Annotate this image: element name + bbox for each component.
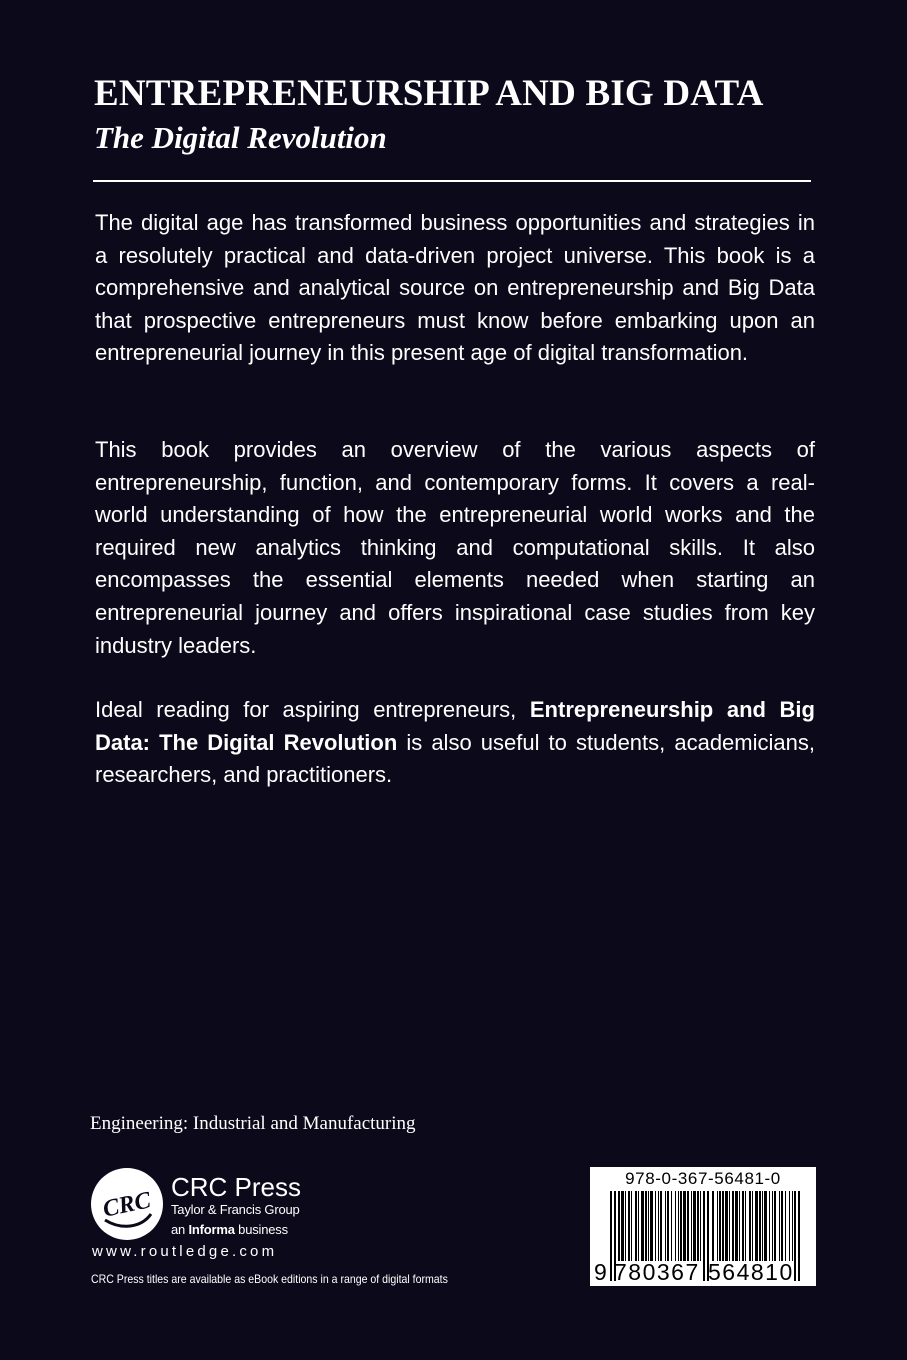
- barcode-bar: [759, 1191, 761, 1261]
- barcode-bar: [621, 1191, 624, 1261]
- barcode-bar: [792, 1191, 793, 1261]
- book-title-inline: Entrepreneurship and Big Data: The Digital Revolution: [95, 697, 815, 755]
- crc-logo-mark-icon: [91, 1168, 163, 1240]
- crc-logo: [91, 1168, 163, 1240]
- publisher-parent: [171, 1222, 288, 1237]
- barcode-bar: [667, 1191, 669, 1261]
- description-paragraph-1: The digital age has transformed business opportunities and strategies in a resolutely practical and data-driven project universe. This book is a comprehensive and analytical source on entrepreneurship and Big Data that prospective entrepreneurs must know before embarking upon an entrepreneurial journey in this present age of digital transformation.: [95, 210, 815, 366]
- barcode-bar: [739, 1191, 740, 1261]
- title-divider: [93, 180, 811, 182]
- barcode-bar: [671, 1191, 672, 1261]
- barcode-bar: [764, 1191, 767, 1261]
- publisher-name: CRC Press: [171, 1172, 302, 1202]
- barcode-bar: [729, 1191, 730, 1261]
- barcode-bar: [618, 1191, 620, 1261]
- book-title: ENTREPRENEURSHIP AND BIG DATA: [94, 73, 764, 114]
- barcode-bar: [717, 1191, 718, 1261]
- barcode-guard-bar: [798, 1191, 800, 1281]
- barcode-digit-first: 9: [594, 1259, 607, 1285]
- barcode-bar: [658, 1191, 659, 1261]
- barcode-bar: [628, 1191, 630, 1261]
- barcode-bar: [755, 1191, 758, 1261]
- barcode-bar: [735, 1191, 738, 1261]
- barcode-bar: [660, 1191, 662, 1261]
- ebook-availability-note: CRC Press titles are available as eBook editions in a range of digital formats: [91, 1272, 448, 1286]
- paragraph-3-intro: Ideal reading for aspiring entrepreneurs,: [95, 697, 530, 722]
- barcode-bar: [769, 1191, 770, 1261]
- book-subtitle: The Digital Revolution: [94, 120, 387, 155]
- barcode-bar: [697, 1191, 699, 1261]
- barcode-bar: [631, 1191, 632, 1261]
- barcode-bar: [742, 1191, 744, 1261]
- barcode-bar: [749, 1191, 751, 1261]
- barcode-bar: [680, 1191, 682, 1261]
- barcode-bar: [635, 1191, 637, 1261]
- barcode-bar: [625, 1191, 626, 1261]
- barcode-bar: [772, 1191, 773, 1261]
- barcode-bar: [665, 1191, 666, 1261]
- barcode-bar: [745, 1191, 746, 1261]
- barcode-bar: [752, 1191, 753, 1261]
- barcode-bar: [675, 1191, 676, 1261]
- publisher-group: Taylor & Francis Group: [171, 1202, 300, 1217]
- barcode-bar: [641, 1191, 644, 1261]
- isbn-text: 978-0-367-56481-0: [625, 1169, 781, 1188]
- description-paragraph-3: [95, 694, 815, 792]
- barcode-digits-left: 780367: [614, 1259, 700, 1285]
- barcode-bar: [781, 1191, 783, 1261]
- barcode-bar: [691, 1191, 692, 1261]
- barcode-bar: [645, 1191, 647, 1261]
- barcode-guard-bar: [610, 1191, 612, 1281]
- barcode-bar: [693, 1191, 696, 1261]
- barcode-bar: [678, 1191, 679, 1261]
- barcode-bar: [725, 1191, 728, 1261]
- barcode-bar: [650, 1191, 653, 1261]
- barcode-bar: [762, 1191, 763, 1261]
- barcode-guard-bar: [794, 1191, 796, 1281]
- barcode-bar: [655, 1191, 656, 1261]
- parent-brand: Informa: [188, 1222, 235, 1237]
- publisher-website[interactable]: www.routledge.com: [92, 1243, 278, 1260]
- barcode-bar: [638, 1191, 639, 1261]
- barcode-bar: [774, 1191, 776, 1261]
- barcode-bar: [732, 1191, 734, 1261]
- parent-prefix: an: [171, 1222, 189, 1237]
- isbn-barcode: [590, 1167, 816, 1286]
- barcode-bar: [719, 1191, 721, 1261]
- barcode-bar: [722, 1191, 724, 1261]
- parent-suffix: business: [234, 1222, 288, 1237]
- barcode-bar: [683, 1191, 686, 1261]
- barcode-bar: [648, 1191, 649, 1261]
- description-paragraph-2: This book provides an overview of the various aspects of entrepreneurship, function, and contemporary forms. It covers a real-world understanding of how the entrepreneurial world works and the required new analytics thinking and computational skills. It also encompasses the essential elements needed when starting an entrepreneurial journey and offers inspirational case studies from key industry leaders.: [95, 437, 815, 658]
- barcode-bar: [700, 1191, 701, 1261]
- barcode-bar: [779, 1191, 780, 1261]
- barcode-digits-right: 564810: [708, 1259, 794, 1285]
- paragraph-3-rest: is also useful to students, academicians, researchers, and practitioners.: [95, 729, 815, 788]
- barcode-bar: [789, 1191, 790, 1261]
- barcode-bar: [785, 1191, 786, 1261]
- barcode-bar: [687, 1191, 689, 1261]
- subject-category: Engineering: Industrial and Manufacturing: [90, 1113, 416, 1134]
- barcode-guard-bar: [703, 1191, 705, 1281]
- barcode-bar: [712, 1191, 714, 1261]
- crc-logo-text: CRC: [100, 1187, 153, 1223]
